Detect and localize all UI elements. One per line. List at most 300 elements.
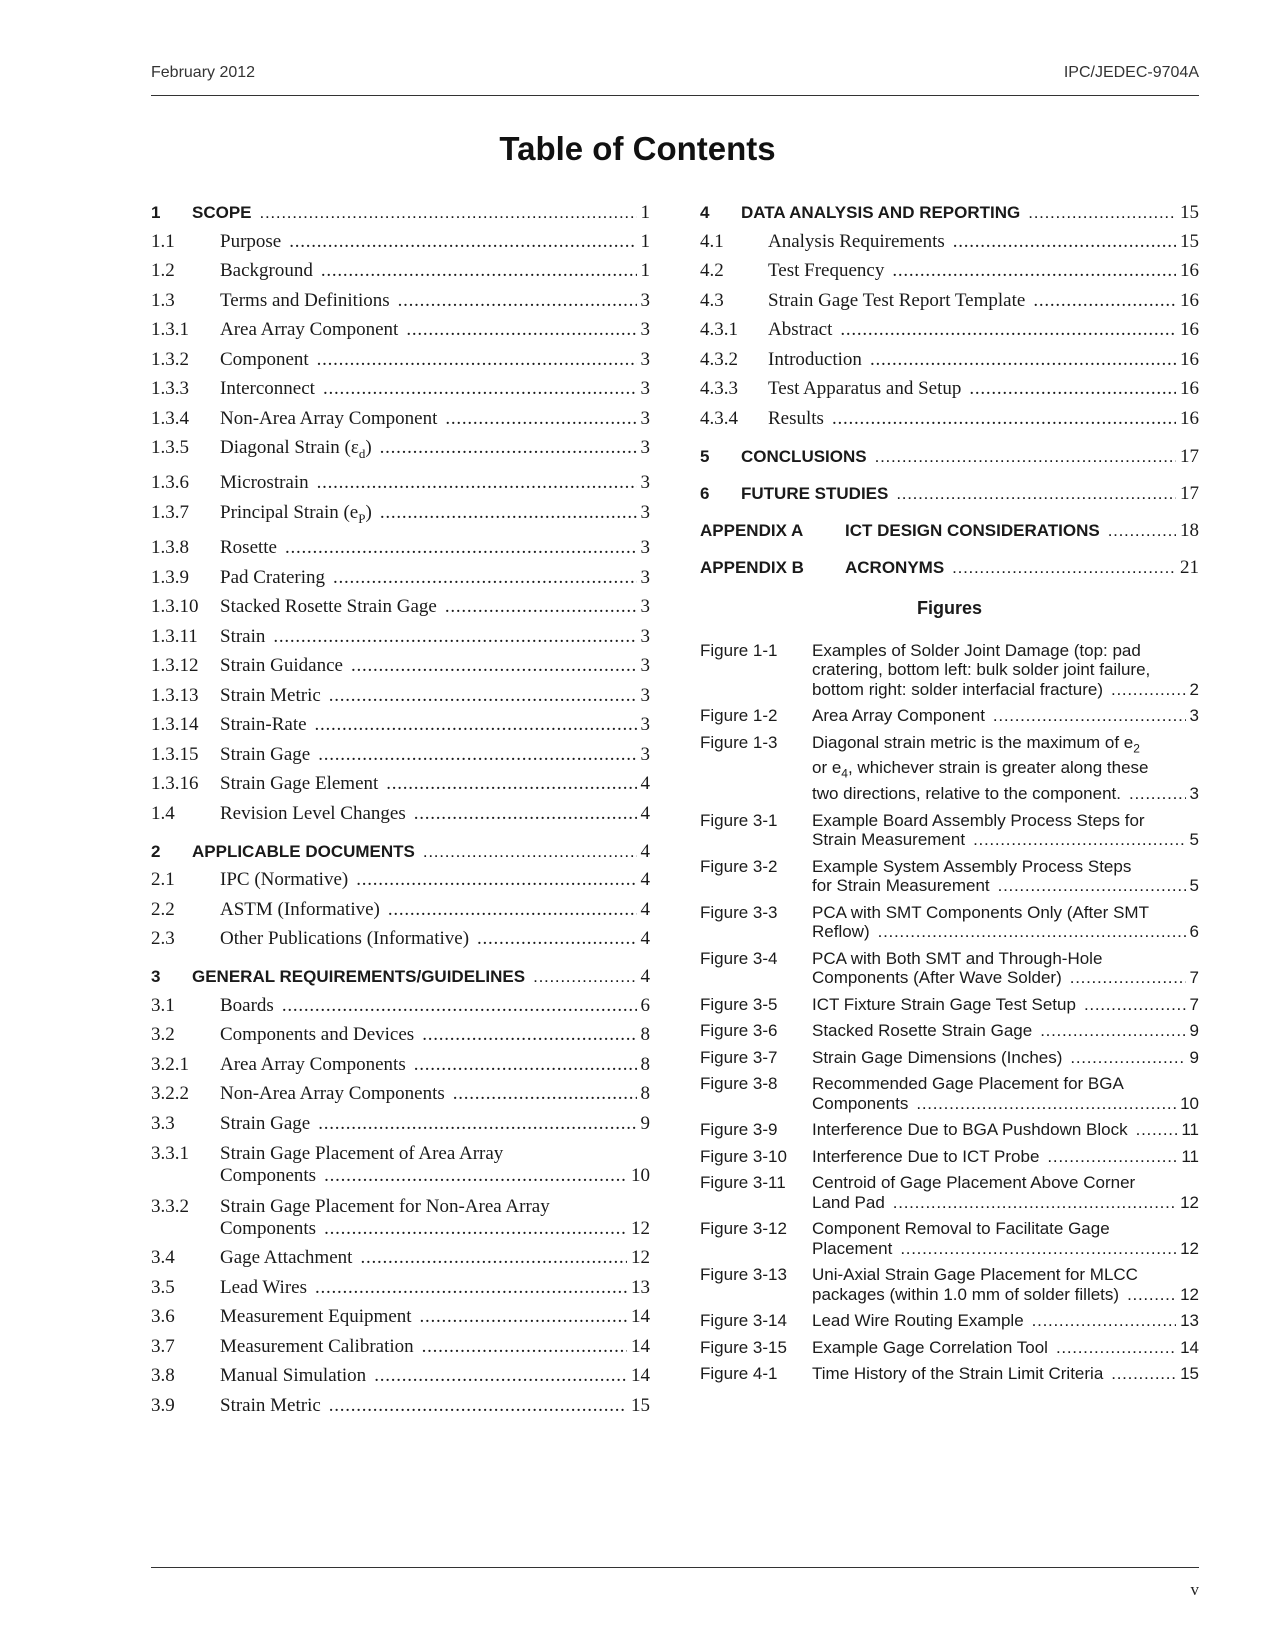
toc-entry xyxy=(700,408,1199,430)
toc-entry-page: 3 xyxy=(640,714,650,736)
toc-entry-title: Strain-Rate xyxy=(220,714,307,736)
leader-dots xyxy=(998,876,1186,896)
toc-entry-page: 3 xyxy=(640,596,650,618)
toc-entry-line xyxy=(220,1247,650,1269)
toc-entry-page: 4 xyxy=(640,966,650,988)
toc-entry-body xyxy=(220,1365,650,1387)
toc-entry-line xyxy=(220,437,650,465)
figure-page: 5 xyxy=(1189,876,1199,896)
toc-entry-body xyxy=(220,349,650,371)
subscript: 4 xyxy=(841,766,848,781)
leader-dots xyxy=(896,483,1176,504)
figure-number: Figure 3-15 xyxy=(700,1337,787,1357)
leader-dots xyxy=(260,202,637,223)
toc-entry-line xyxy=(220,349,650,371)
leader-dots xyxy=(993,706,1186,726)
leader-dots xyxy=(1127,1285,1176,1305)
figure-number: Figure 3-6 xyxy=(700,1021,778,1041)
toc-entry-number: APPENDIX A xyxy=(700,520,804,540)
figure-caption-line xyxy=(812,1364,1199,1384)
leader-dots xyxy=(329,685,637,707)
figure-page: 13 xyxy=(1180,1311,1199,1331)
toc-entry-number: 1.3 xyxy=(151,289,175,311)
figure-entry xyxy=(700,1173,1199,1212)
figure-caption-line xyxy=(812,1074,1199,1094)
toc-entry-number: 1.2 xyxy=(151,260,175,281)
figure-page: 3 xyxy=(1189,784,1199,804)
leader-dots xyxy=(1136,1120,1178,1140)
figure-page: 14 xyxy=(1180,1337,1199,1357)
toc-entry-page: 4 xyxy=(640,898,650,920)
toc-entry-body xyxy=(220,1306,650,1328)
toc-entry xyxy=(151,1395,650,1417)
toc-entry-line xyxy=(220,231,650,253)
figure-caption-text: Time History of the Strain Limit Criteria xyxy=(812,1364,1104,1384)
figure-caption-line xyxy=(812,857,1199,877)
figure-caption xyxy=(812,1021,1199,1041)
toc-entry-number: 4.3.3 xyxy=(700,378,738,399)
toc-entry-body xyxy=(220,899,650,921)
toc-entry-number: 2 xyxy=(151,841,161,861)
figure-caption-line xyxy=(812,1265,1199,1285)
toc-entry-line xyxy=(220,1196,650,1218)
toc-section xyxy=(700,483,1199,504)
leader-dots xyxy=(318,744,636,766)
toc-entry-body xyxy=(192,966,650,987)
figure-caption-line xyxy=(812,1048,1199,1068)
figure-entry xyxy=(700,1311,1199,1331)
toc-entry-line xyxy=(220,378,650,400)
toc-entry-body xyxy=(768,378,1199,400)
toc-entry-line xyxy=(220,1336,650,1358)
figure-entry xyxy=(700,733,1199,804)
toc-entry-page: 16 xyxy=(1180,348,1199,370)
toc-entry-line xyxy=(220,1113,650,1135)
toc-entry-number: 3.3.2 xyxy=(151,1195,189,1217)
figure-page: 10 xyxy=(1180,1093,1199,1113)
toc-entry-body xyxy=(220,290,650,312)
toc-entry-line xyxy=(220,1218,650,1240)
leader-dots xyxy=(333,567,636,589)
figure-caption-text: Interference Due to BGA Pushdown Block xyxy=(812,1120,1128,1140)
figure-caption xyxy=(812,1120,1199,1140)
toc-entry-number: 3.9 xyxy=(151,1394,175,1416)
toc-entry-body xyxy=(220,231,650,253)
toc-entry-line xyxy=(220,803,650,825)
figure-page: 7 xyxy=(1189,994,1199,1014)
figure-caption-text: Example Board Assembly Process Steps for xyxy=(812,810,1145,830)
toc-entry-page: 16 xyxy=(1180,260,1199,281)
toc-entry-page: 3 xyxy=(640,348,650,370)
figure-page: 11 xyxy=(1181,1120,1199,1140)
toc-entry-title: Area Array Component xyxy=(220,319,399,340)
toc-entry-body xyxy=(768,319,1199,341)
figure-entry xyxy=(700,1048,1199,1068)
toc-entry-page: 17 xyxy=(1180,482,1199,504)
toc-entry xyxy=(151,349,650,371)
toc-entry-page: 6 xyxy=(640,994,650,1016)
figure-caption-line xyxy=(812,1193,1199,1213)
toc-entry-page: 15 xyxy=(1180,202,1199,223)
toc-entry-line xyxy=(220,714,650,736)
figure-caption-line xyxy=(812,660,1199,680)
toc-entry xyxy=(700,231,1199,253)
toc-entry-number: 1.3.10 xyxy=(151,596,199,618)
leader-dots xyxy=(840,319,1176,341)
toc-entry xyxy=(151,319,650,341)
toc-entry-number: 1.3.8 xyxy=(151,537,189,559)
toc-entry-number: 6 xyxy=(700,483,710,503)
toc-entry xyxy=(151,1024,650,1046)
figure-caption xyxy=(812,1311,1199,1331)
toc-entry-title: Strain Gage Test Report Template xyxy=(768,289,1026,311)
toc-entry-line xyxy=(220,1143,650,1165)
toc-entry-title: Pad Cratering xyxy=(220,566,326,588)
toc-entry-number: 3.3.1 xyxy=(151,1143,189,1165)
figure-number: Figure 3-7 xyxy=(700,1047,778,1067)
leader-dots xyxy=(315,714,637,736)
figure-number: Figure 3-5 xyxy=(700,994,778,1014)
toc-entry-line xyxy=(220,567,650,589)
toc-entry-body xyxy=(220,1083,650,1105)
figure-caption xyxy=(812,1147,1199,1167)
toc-entry-line xyxy=(220,655,650,677)
toc-entry-number: 4 xyxy=(700,203,710,222)
toc-appendix xyxy=(700,520,1199,541)
toc-entry-line xyxy=(220,773,650,795)
figure-caption-line xyxy=(812,1147,1199,1167)
figure-caption-line xyxy=(812,811,1199,831)
toc-entry-line xyxy=(220,1083,650,1105)
toc-entry-number: 4.3 xyxy=(700,289,724,311)
figure-caption-line xyxy=(812,1219,1199,1239)
leader-dots xyxy=(533,966,636,987)
figure-caption-text: Land Pad xyxy=(812,1192,885,1212)
toc-entry-number: 1.1 xyxy=(151,230,175,252)
toc-entry-title: Background xyxy=(220,260,313,281)
leader-dots xyxy=(351,655,637,677)
toc-entry-title: Introduction xyxy=(768,348,862,370)
figures-heading: Figures xyxy=(916,597,982,618)
leader-dots xyxy=(406,319,636,341)
figure-caption-text: Examples of Solder Joint Damage (top: pad xyxy=(812,640,1141,660)
toc-entry-page: 3 xyxy=(640,437,650,458)
figure-caption-text: Components xyxy=(812,1093,909,1113)
toc-entry-page: 8 xyxy=(640,1053,650,1075)
leader-dots xyxy=(324,1218,627,1240)
figure-caption-text: bottom right: solder interfacial fracture) xyxy=(812,679,1104,699)
toc-entry-line xyxy=(220,869,650,891)
figure-caption-text: Strain Measurement xyxy=(812,830,966,850)
leader-dots xyxy=(414,803,637,825)
figure-caption-text: Component Removal to Facilitate Gage xyxy=(812,1219,1110,1239)
toc-entry xyxy=(151,685,650,707)
toc-entry-page: 17 xyxy=(1180,445,1199,467)
toc-entry-page: 4 xyxy=(640,869,650,891)
toc-entry xyxy=(151,869,650,891)
toc-entry-page: 18 xyxy=(1180,519,1199,541)
toc-entry-body xyxy=(220,714,650,736)
toc-right-list xyxy=(700,202,1199,578)
toc-entry-title: Strain Gage Element xyxy=(220,773,379,795)
figure-caption-text: Strain Gage Dimensions (Inches) xyxy=(812,1047,1063,1067)
toc-entry-page: 14 xyxy=(631,1306,650,1328)
figure-number: Figure 3-11 xyxy=(700,1173,786,1193)
figure-caption-text: Stacked Rosette Strain Gage xyxy=(812,1021,1033,1041)
figure-caption-line xyxy=(812,641,1199,661)
figure-caption-line xyxy=(812,903,1199,923)
toc-entry xyxy=(151,773,650,795)
figure-number: Figure 1-1 xyxy=(700,640,778,660)
toc-entry-title: Strain Gage Placement of Area Array xyxy=(220,1143,504,1165)
figure-caption-text: PCA with SMT Components Only (After SMT xyxy=(812,902,1149,922)
toc-entry-title: Microstrain xyxy=(220,472,309,494)
toc-entry-number: 1.3.16 xyxy=(151,773,199,795)
toc-entry-body xyxy=(768,260,1199,282)
leader-dots xyxy=(398,290,637,312)
toc-entry-title: Results xyxy=(768,407,824,429)
figure-caption-line xyxy=(812,1021,1199,1041)
figure-caption-text: Diagonal strain metric is the maximum of $e_2$ xyxy=(812,732,1140,755)
leader-dots xyxy=(1111,680,1186,700)
leader-dots xyxy=(422,1024,636,1046)
toc-entry-line xyxy=(220,290,650,312)
toc-entry-page: 9 xyxy=(640,1112,650,1134)
toc-entry-body xyxy=(192,841,650,862)
toc-entry xyxy=(151,537,650,559)
toc-entry xyxy=(151,1054,650,1076)
toc-entry-line xyxy=(220,1277,650,1299)
figure-caption xyxy=(812,995,1199,1015)
page-number: v xyxy=(1190,1580,1199,1599)
figure-caption-line xyxy=(812,1338,1199,1358)
toc-entry-title: Principal Strain $(e_P)$ xyxy=(220,501,372,526)
toc-entry-number: 1.3.11 xyxy=(151,625,198,647)
toc-entry-line xyxy=(768,349,1199,371)
figure-caption-line xyxy=(812,995,1199,1015)
toc-entry-body xyxy=(220,803,650,825)
toc-entry-body xyxy=(220,1113,650,1135)
toc-entry-body xyxy=(741,202,1199,223)
toc-entry-number: 3.1 xyxy=(151,994,175,1016)
toc-entry-title: Terms and Definitions xyxy=(220,289,390,311)
toc-section xyxy=(700,446,1199,467)
figure-caption-line xyxy=(812,1120,1199,1140)
figure-caption-line xyxy=(812,876,1199,896)
toc-entry-line xyxy=(220,685,650,707)
figure-number: Figure 3-9 xyxy=(700,1120,778,1140)
figure-caption xyxy=(812,1338,1199,1358)
toc-entry xyxy=(151,1336,650,1358)
toc-entry-number: 3.2.1 xyxy=(151,1053,189,1075)
leader-dots xyxy=(1111,1364,1176,1384)
leader-dots xyxy=(315,1277,627,1299)
toc-entry-body xyxy=(220,1054,650,1076)
toc-entry-number: 1.3.6 xyxy=(151,472,189,494)
toc-entry xyxy=(151,714,650,736)
toc-entry-line xyxy=(768,231,1199,253)
toc-entry-body xyxy=(220,260,650,282)
figure-caption-line xyxy=(812,1285,1199,1305)
leader-dots xyxy=(900,1239,1176,1259)
figure-caption xyxy=(812,641,1199,700)
toc-entry xyxy=(151,1143,650,1187)
toc-entry-page: 3 xyxy=(640,684,650,706)
toc-section xyxy=(700,202,1199,223)
leader-dots xyxy=(356,869,636,891)
toc-entry-number: 2.1 xyxy=(151,869,175,891)
toc-entry-body xyxy=(220,655,650,677)
toc-entry xyxy=(151,378,650,400)
leader-dots xyxy=(893,1193,1176,1213)
figure-list xyxy=(700,641,1199,1384)
toc-entry-number: 4.3.2 xyxy=(700,348,738,370)
figure-caption xyxy=(812,949,1199,988)
toc-entry-line xyxy=(768,290,1199,312)
toc-entry xyxy=(151,567,650,589)
toc-entry-title: Components xyxy=(220,1217,317,1239)
toc-entry-number: 1.3.3 xyxy=(151,378,189,399)
leader-dots xyxy=(323,378,637,400)
toc-entry-title: ACRONYMS xyxy=(845,557,945,577)
toc-entry-number: 5 xyxy=(700,446,710,466)
toc-entry-page: 1 xyxy=(640,202,650,223)
toc-entry-body xyxy=(768,231,1199,253)
toc-entry xyxy=(700,378,1199,400)
figure-number: Figure 4-1 xyxy=(700,1364,778,1384)
toc-entry-title: Diagonal Strain $(\varepsilon_d)$ xyxy=(220,437,372,461)
toc-entry-number: 2.2 xyxy=(151,898,175,920)
figure-caption-text: Example Gage Correlation Tool xyxy=(812,1337,1048,1357)
figure-entry xyxy=(700,903,1199,942)
toc-entry xyxy=(700,290,1199,312)
toc-entry-body xyxy=(220,319,650,341)
toc-entry-line xyxy=(741,202,1199,223)
toc-entry-number: 1.3.13 xyxy=(151,684,199,706)
toc-entry-body xyxy=(220,1336,650,1358)
figure-entry xyxy=(700,1364,1199,1384)
toc-entry-number: 3.7 xyxy=(151,1335,175,1357)
leader-dots xyxy=(324,1165,627,1187)
toc-entry-title: Components and Devices xyxy=(220,1024,415,1046)
toc-entry-body xyxy=(741,483,1199,504)
toc-entry-number: 1.3.9 xyxy=(151,566,189,588)
figure-entry xyxy=(700,1021,1199,1041)
toc-entry xyxy=(151,1306,650,1328)
toc-entry-page: 3 xyxy=(640,319,650,340)
toc-entry-title: Test Frequency xyxy=(768,260,885,281)
toc-entry-line xyxy=(768,408,1199,430)
toc-entry-title: Strain Gage xyxy=(220,1112,311,1134)
toc-entry-page: 3 xyxy=(640,537,650,559)
toc-entry-page: 3 xyxy=(640,655,650,677)
toc-entry-number: 1.3.14 xyxy=(151,714,199,736)
leader-dots xyxy=(414,1054,637,1076)
leader-dots xyxy=(321,260,637,282)
toc-entry-title: CONCLUSIONS xyxy=(741,446,867,466)
figure-caption-text: Reflow) xyxy=(812,922,870,942)
toc-entry-line xyxy=(220,319,650,341)
figure-caption-text: Centroid of Gage Placement Above Corner xyxy=(812,1173,1136,1193)
header-date: February 2012 xyxy=(151,64,256,81)
figure-page: 9 xyxy=(1189,1021,1199,1041)
leader-dots xyxy=(878,922,1186,942)
toc-entry-line xyxy=(845,557,1199,578)
toc-entry-title: ICT DESIGN CONSIDERATIONS xyxy=(845,520,1100,540)
toc-entry-line xyxy=(220,744,650,766)
toc-entry-body xyxy=(192,202,650,223)
toc-entry xyxy=(700,260,1199,282)
toc-entry-body xyxy=(220,928,650,950)
toc-entry-body xyxy=(220,869,650,891)
toc-entry-title: SCOPE xyxy=(192,203,252,222)
figure-page: 7 xyxy=(1189,968,1199,988)
figure-number: Figure 1-2 xyxy=(700,706,778,725)
leader-dots xyxy=(317,472,637,494)
toc-entry-body xyxy=(220,1143,650,1187)
leader-dots xyxy=(318,1113,636,1135)
toc-entry-number: 4.3.1 xyxy=(700,319,738,340)
toc-entry-title: Rosette xyxy=(220,537,277,559)
figure-entry xyxy=(700,1338,1199,1358)
toc-entry-body xyxy=(220,1196,650,1240)
figure-number: Figure 3-14 xyxy=(700,1311,787,1331)
toc-entry-page: 14 xyxy=(631,1365,650,1387)
toc-entry xyxy=(151,655,650,677)
toc-entry-page: 3 xyxy=(640,378,650,399)
toc-entry-title: GENERAL REQUIREMENTS/GUIDELINES xyxy=(192,967,526,987)
toc-entry-title: Strain Gage xyxy=(220,743,311,765)
toc-entry-title: Test Apparatus and Setup xyxy=(768,378,962,399)
figure-entry xyxy=(700,1219,1199,1258)
toc-entry-title: FUTURE STUDIES xyxy=(741,483,889,503)
figure-caption-text: Lead Wire Routing Example xyxy=(812,1311,1024,1331)
toc-entry-line xyxy=(220,260,650,282)
toc-entry-number: 3.2 xyxy=(151,1024,175,1046)
toc-entry-number: 1.3.12 xyxy=(151,655,199,677)
toc-entry-title: Strain Metric xyxy=(220,1394,321,1416)
figure-caption xyxy=(812,1048,1199,1068)
toc-entry-body xyxy=(220,437,650,465)
toc-entry-page: 16 xyxy=(1180,289,1199,311)
toc-entry-body xyxy=(220,685,650,707)
leader-dots xyxy=(388,899,637,921)
leader-dots xyxy=(870,349,1176,371)
subscript: 2 xyxy=(1133,740,1140,755)
toc-left-column xyxy=(151,202,650,1417)
toc-entry-title: Strain Gage Placement for Non-Area Array xyxy=(220,1195,550,1217)
toc-entry-title: Gage Attachment xyxy=(220,1247,353,1269)
toc-entry-number: 1.3.7 xyxy=(151,501,189,523)
toc-entry-page: 3 xyxy=(640,472,650,494)
toc-entry-body xyxy=(220,1277,650,1299)
leader-dots xyxy=(953,231,1176,253)
figure-number: Figure 3-12 xyxy=(700,1219,787,1239)
toc-entry-number: 3.8 xyxy=(151,1365,175,1387)
figure-number: Figure 3-2 xyxy=(700,856,778,876)
toc-right-column xyxy=(700,202,1199,1384)
toc-entry-body xyxy=(220,596,650,618)
leader-dots xyxy=(1129,784,1186,804)
toc-entry-page: 3 xyxy=(640,566,650,588)
toc-entry-line xyxy=(220,1306,650,1328)
toc-entry xyxy=(151,437,650,465)
figure-caption-text: Components (After Wave Solder) xyxy=(812,968,1062,988)
figure-number: Figure 3-8 xyxy=(700,1074,778,1094)
toc-entry-page: 3 xyxy=(640,743,650,765)
toc-entry-page: 8 xyxy=(640,1024,650,1046)
toc-entry-number: 3.6 xyxy=(151,1306,175,1328)
